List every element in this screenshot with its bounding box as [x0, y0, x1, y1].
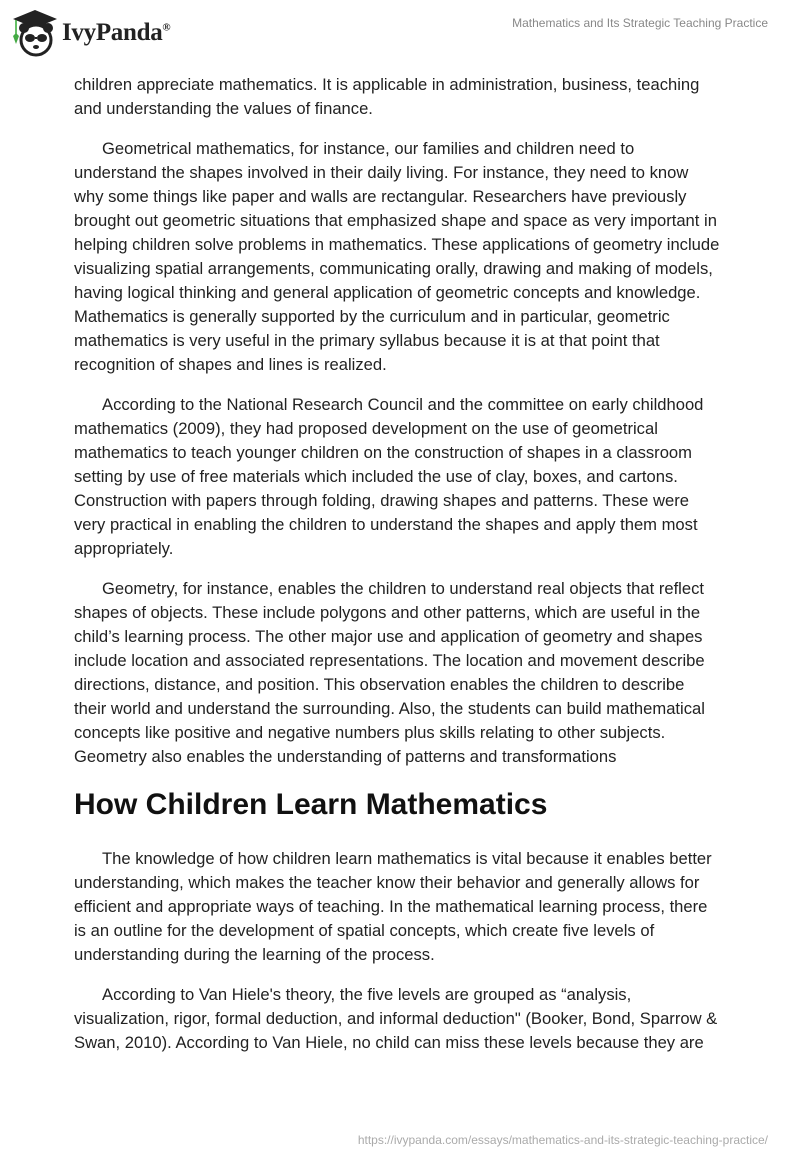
text-line: According to the National Research Council and the committee on early childhood — [102, 395, 704, 414]
section-heading: How Children Learn Mathematics — [74, 788, 548, 821]
text-line: directions, distance, and position. This observation enables the children to describe — [74, 675, 685, 694]
text-line: visualization, rigor, formal deduction, and informal deduction" (Booker, Bond, Sparrow & — [74, 1009, 718, 1028]
text-line: Construction with papers through folding, drawing shapes and patterns. These were — [74, 491, 689, 510]
page-header — [0, 0, 800, 60]
paragraph — [74, 73, 754, 121]
text-line: setting by use of free materials which included the use of clay, boxes, and cartons. — [74, 467, 678, 486]
text-line: and understanding the values of finance. — [74, 99, 373, 118]
paragraph — [74, 393, 754, 561]
text-line: recognition of shapes and lines is realized. — [74, 355, 387, 374]
text-line: mathematics (2009), they had proposed development on the use of geometrical — [74, 419, 658, 438]
text-line: helping children solve problems in mathematics. These applications of geometry include — [74, 235, 720, 254]
paragraph — [74, 137, 754, 377]
text-line: having logical thinking and general application of geometric concepts and knowledge. — [74, 283, 701, 302]
text-line: Geometry also enables the understanding of patterns and transformations — [74, 747, 617, 766]
text-line: Geometrical mathematics, for instance, our families and children need to — [102, 139, 635, 158]
text-line: understand the shapes involved in their daily living. For instance, they need to know — [74, 163, 689, 182]
document-title: Mathematics and Its Strategic Teaching Practice — [512, 16, 768, 30]
text-line: understanding, which makes the teacher know their behavior and generally allows for — [74, 873, 700, 892]
paragraph — [74, 577, 754, 769]
text-line: their world and understand the surrounding. Also, the students can build mathematical — [74, 699, 705, 718]
source-url-link[interactable]: https://ivypanda.com/essays/mathematics-and-its-strategic-teaching-practice/ — [357, 1133, 768, 1147]
paragraph — [74, 983, 754, 1055]
text-line: mathematics is very useful in the primary syllabus because it is at that point that — [74, 331, 660, 350]
text-line: very practical in enabling the children to understand the shapes and apply them most — [74, 515, 698, 534]
text-line: According to Van Hiele's theory, the five levels are grouped as “analysis, — [102, 985, 632, 1004]
text-line: Mathematics is generally supported by the curriculum and in particular, geometric — [74, 307, 670, 326]
panda-graduate-icon — [12, 8, 58, 58]
text-line: visualizing spatial arrangements, communicating orally, drawing and making of models, — [74, 259, 713, 278]
text-line: why some things like paper and walls are rectangular. Researchers have previously — [74, 187, 687, 206]
text-line: The knowledge of how children learn mathematics is vital because it enables better — [102, 849, 712, 868]
text-line: children appreciate mathematics. It is applicable in administration, business, teaching — [74, 75, 700, 94]
logo-text: IvyPanda® — [62, 19, 171, 46]
text-line: brought out geometric situations that emphasized shape and space as very important in — [74, 211, 717, 230]
text-line: Swan, 2010). According to Van Hiele, no child can miss these levels because they are — [74, 1033, 704, 1052]
text-line: mathematics to teach younger children on the construction of shapes in a classroom — [74, 443, 692, 462]
ivypanda-logo[interactable] — [12, 8, 170, 58]
text-line: shapes of objects. These include polygons and other patterns, which are useful in the — [74, 603, 701, 622]
paragraph — [74, 847, 754, 967]
text-line: appropriately. — [74, 539, 174, 558]
text-line: child’s learning process. The other major use and application of geometry and shapes — [74, 627, 703, 646]
text-line: include location and associated representations. The location and movement describe — [74, 651, 705, 670]
text-line: Geometry, for instance, enables the children to understand real objects that reflect — [102, 579, 705, 598]
essay-content — [74, 73, 754, 1071]
text-line: is an outline for the development of spatial concepts, which create five levels of — [74, 921, 655, 940]
text-line: concepts like positive and negative numbers plus skills relating to other subjects. — [74, 723, 666, 742]
text-line: efficient and appropriate ways of teaching. In the mathematical learning process, there — [74, 897, 708, 916]
text-line: understanding during the learning of the process. — [74, 945, 435, 964]
